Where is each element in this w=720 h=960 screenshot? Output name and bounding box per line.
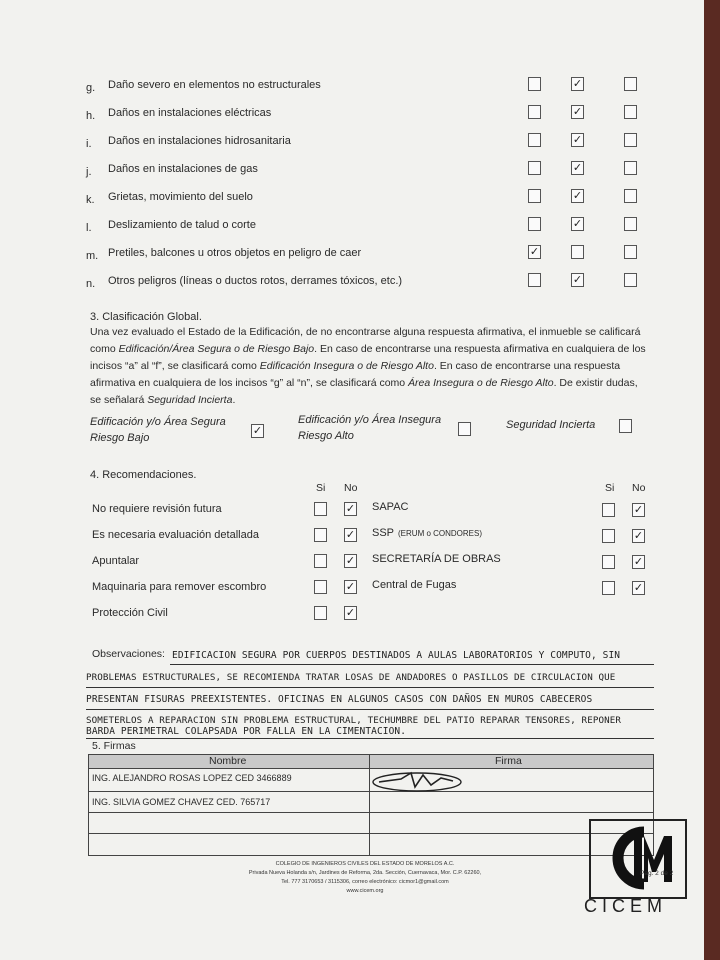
option-insegura-label: Edificación y/o Área Insegura Riesgo Alto [298,414,442,442]
si-header-left: Si [316,482,326,494]
hazard-checkbox[interactable]: ✓ [572,78,583,90]
no-header-left: No [344,482,358,494]
hazard-checkbox[interactable] [528,273,541,287]
recommendation-si-checkbox[interactable] [314,502,327,516]
hazard-label: Daños en instalaciones eléctricas [108,107,272,119]
hazard-label: Deslizamiento de talud o corte [108,219,256,231]
hazard-checkbox[interactable] [624,189,637,203]
recommendation-si-checkbox[interactable] [314,528,327,542]
para-line: incisos “a” al “f”, se clasificará como Edificación Insegura o de Riesgo Alto. En caso de encontrarse una respuesta [90,360,621,372]
agency-label: SECRETARÍA DE OBRAS [372,553,501,565]
recommendation-label: Maquinaria para remover escombro [92,581,267,593]
recommendation-si-checkbox[interactable] [314,554,327,568]
recommendation-no-checkbox[interactable]: ✓ [345,503,356,515]
recommendation-no-checkbox[interactable]: ✓ [345,529,356,541]
agency-si-checkbox[interactable] [602,529,615,543]
cicem-brand: CICEM [584,896,667,916]
agency-no-checkbox[interactable]: ✓ [633,504,644,516]
recommendation-no-checkbox[interactable]: ✓ [345,581,356,593]
hazard-checkbox[interactable] [624,161,637,175]
hazard-checkbox[interactable] [624,273,637,287]
hazard-checkbox[interactable]: ✓ [529,246,540,258]
hazard-checkbox[interactable] [528,77,541,91]
divider [170,664,654,665]
section-3-title: 3. Clasificación Global. [90,311,202,323]
hazard-label: Daños en instalaciones hidrosanitaria [108,135,291,147]
recommendation-no-checkbox[interactable]: ✓ [345,555,356,567]
hazard-checkbox[interactable] [528,161,541,175]
option-insegura-checkbox[interactable] [458,422,471,436]
hazard-letter: h. [86,110,96,122]
agency-si-checkbox[interactable] [602,581,615,595]
hazard-checkbox[interactable]: ✓ [572,274,583,286]
hazard-label: Otros peligros (líneas o ductos rotos, derrames tóxicos, etc.) [108,275,403,287]
hazard-letter: n. [86,278,96,290]
hazard-label: Daño severo en elementos no estructurales [108,79,321,91]
observaciones-line-1: EDIFICACION SEGURA POR CUERPOS DESTINADOS A AULAS LABORATORIOS Y COMPUTO, SIN [172,650,621,661]
hazard-letter: m. [86,250,99,262]
hazard-checkbox[interactable] [528,217,541,231]
hazard-checkbox[interactable] [624,133,637,147]
cicem-logo [584,818,688,916]
column-divider [369,755,370,855]
recommendation-label: Apuntalar [92,555,140,567]
para-line: Una vez evaluado el Estado de la Edificación, de no encontrarse alguna respuesta afirmativa, el inmueble se calificará [90,326,641,338]
hazard-letter: i. [86,138,92,150]
divider [86,687,654,688]
option-incierta-label: Seguridad Incierta [506,419,596,431]
para-line: como Edificación/Área Segura o de Riesgo Bajo. En caso de encontrarse una respuesta afirmativa en cualquiera de los [90,343,646,355]
table-row: ING. SILVIA GOMEZ CHAVEZ CED. 765717 [92,797,271,807]
col-firma: Firma [495,755,522,767]
hazard-checkbox[interactable]: ✓ [572,106,583,118]
hazard-letter: l. [86,222,92,234]
si-header-right: Si [605,482,615,494]
recommendation-no-checkbox[interactable]: ✓ [345,607,356,619]
agency-no-checkbox[interactable]: ✓ [633,582,644,594]
observaciones-line-4: SOMETERLOS A REPARACION SIN PROBLEMA ESTRUCTURAL, TECHUMBRE DEL PATIO REPARAR TENSORES, REPONER [86,715,621,726]
no-header-right: No [632,482,646,494]
hazard-checkbox[interactable]: ✓ [572,162,583,174]
recommendation-label: No requiere revisión futura [92,503,222,515]
hazard-letter: j. [86,166,92,178]
hazard-checkbox[interactable] [624,245,637,259]
table-header [89,755,653,768]
hazard-checkbox[interactable]: ✓ [572,218,583,230]
col-nombre: Nombre [209,755,247,767]
firmas-table [88,754,654,856]
hazard-label: Daños en instalaciones de gas [108,163,258,175]
logo-mark-icon [588,818,688,900]
agency-si-checkbox[interactable] [602,555,615,569]
hazard-checkbox[interactable]: ✓ [572,190,583,202]
agency-label: SAPAC [372,501,409,513]
para-line: afirmativa en cualquiera de los incisos “g” al “n”, se clasificará como Área Insegura o de Riesgo Alto. De existir dudas, [90,377,638,389]
hazard-checkbox[interactable] [624,105,637,119]
hazard-checkbox[interactable] [528,189,541,203]
section-3-paragraph [90,324,670,409]
observaciones-line-3: PRESENTAN FISURAS PREEXISTENTES. OFICINAS EN ALGUNOS CASOS CON DAÑOS EN MUROS CABECEROS [86,694,593,705]
hazard-letter: k. [86,194,95,206]
agency-si-checkbox[interactable] [602,503,615,517]
footer: COLEGIO DE INGENIEROS CIVILES DEL ESTADO DE MORELOS A.C. Privada Nueva Holanda s/n, Jardines de Reforma, 2da. Sección, Cuernavaca, Mor. C.P. 62260, Tel. 777 3170653 / 3115306, correo electrónico: cicmor1@gmail.com www.cicem.org [248,861,482,894]
agency-no-checkbox[interactable]: ✓ [633,556,644,568]
recommendation-si-checkbox[interactable] [314,580,327,594]
divider [86,738,654,739]
option-incierta-checkbox[interactable] [619,419,632,433]
agency-no-checkbox[interactable]: ✓ [633,530,644,542]
para-line: se señalará Seguridad Incierta. [90,394,236,406]
agency-label: SSP (ERUM o CONDORES) [372,527,483,539]
observaciones-line-2: PROBLEMAS ESTRUCTURALES, SE RECOMIENDA TRATAR LOSAS DE ANDADORES O PASILLOS DE CIRCULACION QUE [86,672,616,683]
hazard-checkbox[interactable] [624,217,637,231]
option-segura-checkbox[interactable]: ✓ [252,425,263,437]
hazard-label: Pretiles, balcones u otros objetos en peligro de caer [108,247,362,259]
hazard-checkbox[interactable]: ✓ [572,134,583,146]
hazard-checkbox[interactable] [528,105,541,119]
section-4-title: 4. Recomendaciones. [90,469,197,481]
table-row: ING. ALEJANDRO ROSAS LOPEZ CED 3466889 [92,773,292,783]
observaciones-line-5: BARDA PERIMETRAL COLAPSADA POR FALLA EN LA CIMENTACION. [86,726,407,737]
hazard-checkbox[interactable] [571,245,584,259]
agency-label: Central de Fugas [372,579,457,591]
hazard-checkbox[interactable] [528,133,541,147]
hazard-label: Grietas, movimiento del suelo [108,191,253,203]
divider [86,709,654,710]
signature-icon [371,769,471,793]
page-number: Pag. 2 de 2 [640,870,674,877]
recommendation-si-checkbox[interactable] [314,606,327,620]
observaciones-label: Observaciones: [92,648,165,660]
firmas-title: 5. Firmas [92,740,136,752]
option-segura-label: Edificación y/o Área Segura Riesgo Bajo [90,416,226,444]
hazard-letter: g. [86,82,96,94]
recommendation-label: Protección Civil [92,607,168,619]
recommendation-label: Es necesaria evaluación detallada [92,529,259,541]
hazard-checkbox[interactable] [624,77,637,91]
